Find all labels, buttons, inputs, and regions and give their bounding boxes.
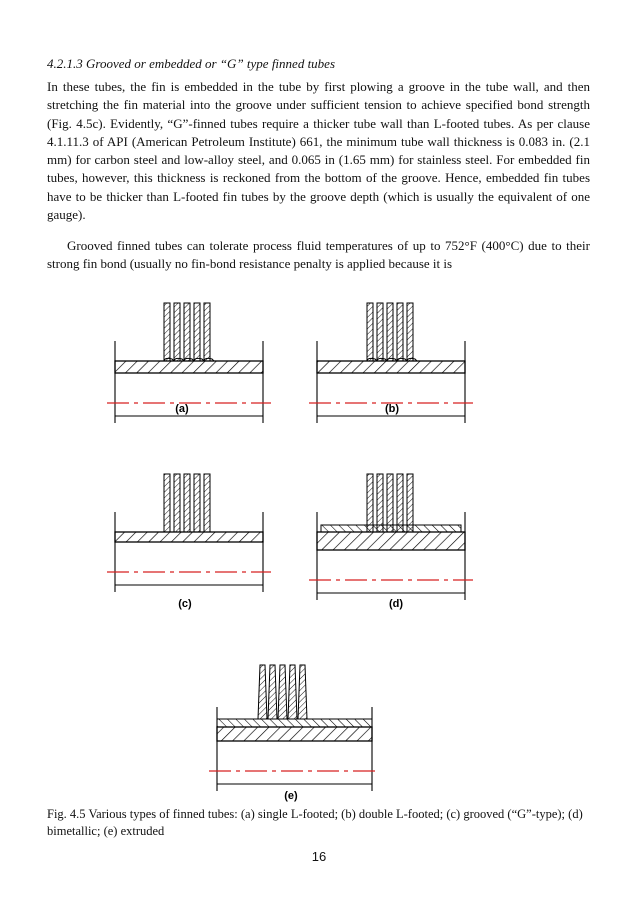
tube-wall — [317, 532, 465, 550]
fin — [194, 474, 200, 532]
tube-wall — [115, 532, 263, 542]
figure-caption: Fig. 4.5 Various types of finned tubes: (a) single L-footed; (b) double L-footed; (c) grooved (“G”-type); (d) bimetallic; (e) extruded — [47, 807, 583, 838]
fin — [164, 303, 170, 361]
fin — [194, 303, 200, 361]
fin — [184, 303, 190, 361]
fin — [407, 303, 413, 361]
panel-label-c: (c) — [178, 598, 192, 610]
tube-wall — [217, 727, 372, 741]
fin — [367, 474, 373, 532]
fin — [367, 303, 373, 361]
fin — [397, 474, 403, 532]
finned-tubes-figure — [0, 290, 638, 810]
fin — [184, 474, 190, 532]
panel-e — [209, 665, 380, 802]
panel-label-e: (e) — [284, 790, 298, 802]
paragraph-2: Grooved finned tubes can tolerate process fluid temperatures of up to 752°F (400°C) due to their strong fin bond (usually no fin-bond resistance penalty is applied because it is — [47, 238, 590, 272]
page-number: 16 — [311, 849, 327, 864]
fin — [397, 303, 403, 361]
fin — [204, 474, 210, 532]
fin — [258, 665, 267, 719]
fin — [387, 303, 393, 361]
panel-label-b: (b) — [384, 403, 400, 415]
fin — [377, 303, 383, 361]
fin — [298, 665, 307, 719]
panel-d — [309, 474, 473, 610]
fin — [204, 303, 210, 361]
panel-a — [107, 303, 271, 423]
fin — [377, 474, 383, 532]
paragraph-1: In these tubes, the fin is embedded in the tube by first plowing a groove in the tube wall, and then stretching the fin material into the groove under sufficient tension to achieve specified bond strength (Fig. 4.5c). Evidently, “G”-finned tubes require a thicker tube wall than L-footed tubes. As per clause 4.1.11.3 of API (American Petroleum Institute) 661, the minimum tube wall thickness is 0.083 in. (2.1 mm) for carbon steel and low-alloy steel, and 0.065 in (1.65 mm) for stainless steel. For embedded fin tubes, however, this thickness is reckoned from the bottom of the groove. Hence, embedded fin tubes have to be thicker than L-footed fin tubes by the groove depth (which is usually the equivalent of one gauge). — [47, 79, 590, 223]
panel-label-a: (a) — [175, 403, 189, 415]
fin — [407, 474, 413, 532]
fin — [387, 474, 393, 532]
panel-label-d: (d) — [388, 598, 404, 610]
panel-b — [309, 303, 473, 423]
tube-wall — [115, 361, 263, 373]
section-heading: 4.2.1.3 Grooved or embedded or “G” type finned tubes — [47, 56, 336, 71]
fin — [174, 474, 180, 532]
tube-wall — [317, 361, 465, 373]
panel-c — [107, 474, 271, 610]
fin — [174, 303, 180, 361]
extruded-sleeve — [217, 719, 372, 727]
fin — [268, 665, 277, 719]
fin — [278, 665, 287, 719]
fin — [164, 474, 170, 532]
fin — [288, 665, 297, 719]
